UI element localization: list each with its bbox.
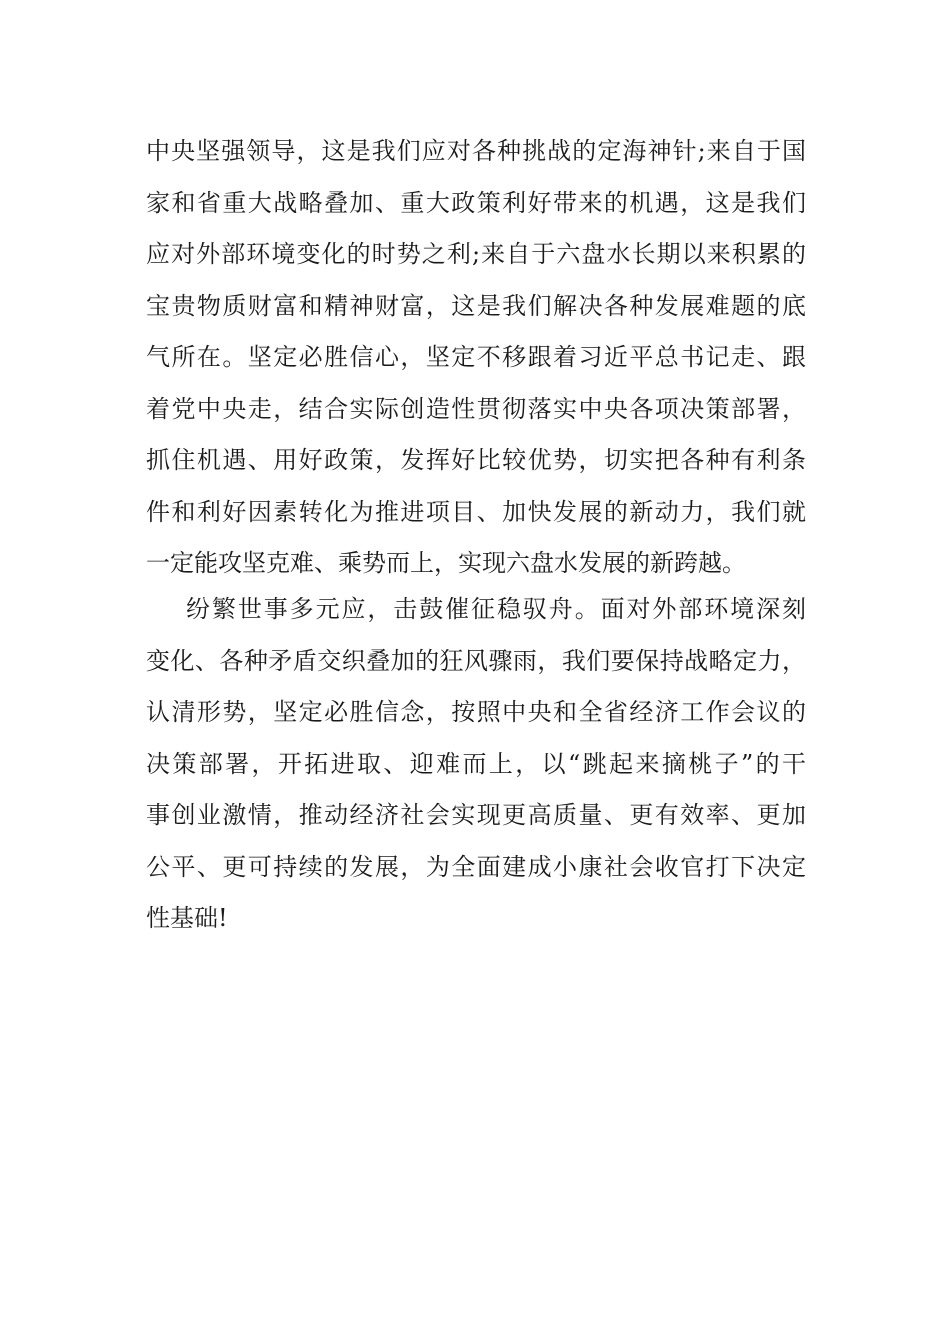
paragraph-line: 宝贵物质财富和精神财富，这是我们解决各种发展难题的底 [146,291,806,320]
paragraph-line: 变化、各种矛盾交织叠加的狂风骤雨，我们要保持战略定力， [146,646,806,675]
paragraph-line: 着党中央走，结合实际创造性贯彻落实中央各项决策部署， [146,394,806,423]
paragraph-line: 公平、更可持续的发展，为全面建成小康社会收官打下决定 [146,852,806,881]
paragraph-line: 家和省重大战略叠加、重大政策利好带来的机遇，这是我们 [146,188,806,217]
paragraph-1 [146,126,806,590]
paragraph-2 [146,584,806,945]
paragraph-line: 纷繁世事多元应，击鼓催征稳驭舟。面对外部环境深刻 [186,595,806,623]
paragraph-line: 应对外部环境变化的时势之利;来自于六盘水长期以来积累的 [146,240,806,268]
paragraph-line: 气所在。坚定必胜信心，坚定不移跟着习近平总书记走、跟 [146,343,806,371]
paragraph-line: 中央坚强领导，这是我们应对各种挑战的定海神针;来自于国 [146,137,806,165]
paragraph-line: 一定能攻坚克难、乘势而上，实现六盘水发展的新跨越。 [146,549,746,577]
paragraph-line: 抓住机遇、用好政策，发挥好比较优势，切实把各种有利条 [146,446,806,474]
paragraph-line: 性基础! [146,904,228,932]
paragraph-line: 件和利好因素转化为推进项目、加快发展的新动力，我们就 [146,497,806,526]
paragraph-line: 事创业激情，推动经济社会实现更高质量、更有效率、更加 [146,801,806,829]
paragraph-line: 认清形势，坚定必胜信念，按照中央和全省经济工作会议的 [146,698,806,726]
paragraph-line: 决策部署，开拓进取、迎难而上，以“跳起来摘桃子”的干 [146,749,806,778]
